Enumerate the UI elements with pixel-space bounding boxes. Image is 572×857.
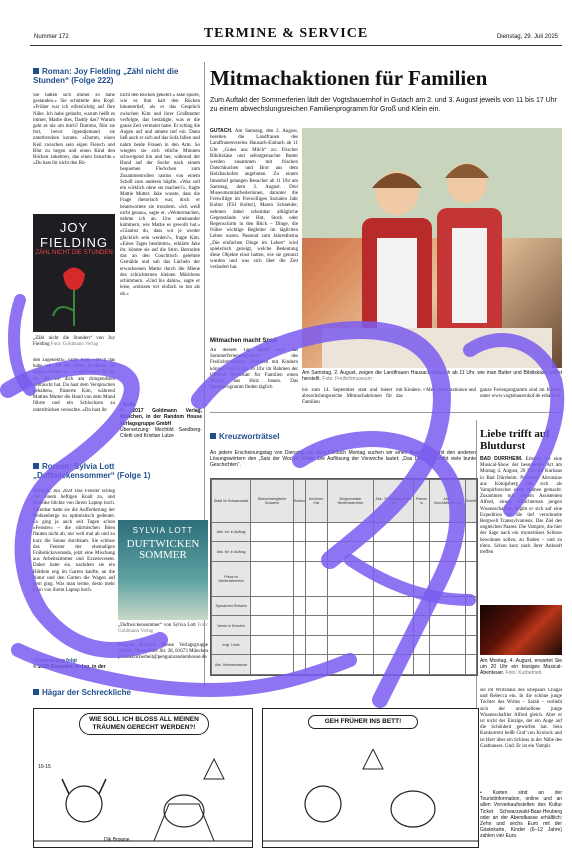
main-article-title: Mitmachaktionen für Familien (210, 66, 488, 90)
crossword-grid[interactable] (210, 478, 478, 676)
crossword-cell[interactable] (251, 596, 294, 616)
crossword-cell[interactable] (466, 616, 477, 636)
tulip-illustration (33, 256, 115, 336)
speech-bubble: GEH FRÜHER INS BETT! (308, 715, 418, 729)
crossword-clue: Bürgermeister Niederösterreich (327, 480, 373, 523)
crossword-clue: Spanischer Rotwein (212, 596, 251, 616)
crossword-cell[interactable] (414, 635, 430, 655)
novel1-credits: • Ende © 2017 Goldmann Verlag, München, in der Random House Verlagsgruppe GmbH Übersetzung: Mechtild Sandberg-Ciletti und Kristian Lutze (120, 402, 202, 440)
crossword-cell[interactable] (327, 616, 373, 636)
novel2-footer: • Fortsetzung folgt © 2025 Blanvalet Verlag, in der (33, 658, 106, 671)
blutdurst-tickets: • Karten sind an der Touristinformation, online und an allen Vorverkaufsstellen des Kultur Ticket Schwarzwald-Baar-Heuberg oder an der Abendkasse erhältlich: Zehn und sechs Euro mit der Gästekarte, Kinder (6–12 Jahre) zahlen vier Euro. (480, 790, 562, 840)
crossword-cell[interactable] (466, 561, 477, 596)
book-title: ZÄHL NICHT DIE STUNDEN (35, 250, 113, 256)
crossword-cell[interactable] (251, 542, 294, 562)
crossword-cell[interactable] (429, 596, 465, 616)
crossword-clue: Überschwinglicher Schwenn (251, 480, 294, 523)
main-article-bottom-mid: bis zum 14. September statt und bietet abwechslungsreiche Mitmachaktionen für Familien (302, 388, 392, 406)
crossword-clue: Prima im Niederösterreich (212, 561, 251, 596)
novel1-book-caption: „Zähl nicht die Stunden“ von Joy Fielding Foto: Goldmann Verlag (33, 336, 115, 348)
crossword-cell[interactable] (293, 522, 305, 542)
crossword-cell[interactable] (293, 596, 305, 616)
novel1-text-col2: nicht den Rücken gekehrt.« Jake spürte, wie es ihm kalt den Rücken hinunterlief, als er das Gespräch zwischen Kim und ihrer Großmutter verfolgte, das bestätigte, was er die ganze Zeit vermutet hatte. Er schlug die Augen auf und atmete tief ein. Dann ließ auch er sich auf das Sofa fallen und nahm beide Frauen in den Arm. So wiegten sie sich etliche Minuten schweigend hin und her, während der Hund auf der Suche nach einem bequemen Fleckchen zum Zusammenrollen rastlos von einem Schoß zum anderen hüpfte. »Was soll ein wirklich ohne sie machen?«, fragte Mattie Mutter. Jake wusste, dass die Frage rhetorisch war, doch er beantwortete sie trotzdem. »Ich weiß nicht genau«, sagte er. »Weitermachen, nehme ich an. Uns umeinander kümmern, wie Mattie es gewollt hat.« »Glaubst du, dass wir je wieder glücklich sein werden?«, fragte Kim. »Eines Tages bestimmt«, erklärte Jake ihr, könnte sie auf die Stirn. Betrachte das an den Couchtisch gelehnte Gemälde und sah das Lächeln der erwachsenen Mattie durch die Miene des schüchternen kleinen Mädchens schimmern. »Und bis dahin«, sagte er leise, »müssen wir einfach so tun als ob.« (120, 93, 200, 297)
crossword-clue: Schrift (466, 480, 477, 523)
crossword-cell[interactable] (293, 542, 305, 562)
crossword-cell[interactable] (429, 635, 465, 655)
blutdurst-body2: sie im Wirtshaus des Ehepaars Chagal und Rebecca ein. In die schöne junge Tochter des Wirtes – Sarah – verliebt sich der unbeholfene junge Wissenschaftler Alfred gleich. Aber er ist nicht der Einzige, der ein Auge auf die Schönheit geworfen hat. Sein Konkurrent heißt Graf von Krolock und ist Herr über ein Schloss in der Nähe des Gasthauses. Und: Er ist ein Vampir. (480, 688, 562, 749)
crossword-cell[interactable] (374, 655, 414, 675)
crossword-cell[interactable] (305, 616, 327, 636)
crossword-cell[interactable] (251, 635, 294, 655)
crossword-cell[interactable] (305, 522, 327, 542)
crossword-cell[interactable] (429, 522, 465, 542)
crossword-cell[interactable] (327, 522, 373, 542)
crossword-cell[interactable] (327, 596, 373, 616)
header-rule (30, 45, 562, 46)
crossword-cell[interactable] (429, 561, 465, 596)
crossword-cell[interactable] (374, 561, 414, 596)
main-article-bottom-mid2: mit Kindern. • Mehr Informationen und das (396, 388, 476, 400)
issue-number: Nummer 172 (34, 34, 69, 40)
section-title: TERMINE & SERVICE (203, 26, 369, 41)
blutdurst-caption: Am Montag, 4. August, erwartet Sie um 20 Uhr ein bissiges Musical-Abenteuer. Foto: Kurbetrieb (480, 658, 562, 677)
crossword-clue: Abk.: Fernkrankenhaus für (374, 480, 414, 523)
main-article-subhead: Mitmachen macht Spaß (210, 338, 278, 344)
book-title: DUFTWICKEN SOMMER (126, 538, 200, 561)
crossword-cell[interactable] (293, 635, 305, 655)
crossword-cell[interactable] (429, 542, 465, 562)
crossword-clue: Kanton (293, 480, 305, 523)
crossword-cell[interactable] (305, 596, 327, 616)
crossword-cell[interactable] (327, 655, 373, 675)
comic-panel-1 (33, 708, 253, 848)
crossword-cell[interactable] (251, 522, 294, 542)
main-article-body2: An diesem Tag startet auch das Sommerferienprogramm des Freilichtmuseums. Familien mit Kindern können von 11 bis 16 Uhr im Rahmen der Offenen Werkstatt für Familien einen Wurzel aus Holz bauen. Das Ferienprogramm finden täglich (210, 348, 298, 391)
crossword-cell[interactable] (414, 655, 430, 675)
landfrauen-photo (302, 128, 562, 368)
novel2-publisher: Penguin Random House Verlagsgruppe GmbH, Neumarkter Str. 28, 81673 München produktsicherheit@penguinrandomhouse.de (118, 643, 208, 661)
main-article-lead: Zum Auftakt der Sommerferien lädt der Vogtsbauernhof in Gutach am 2. und 3. August jeweils von 11 bis 17 Uhr zu einem abwechslungsreichen Familienprogramm für Groß und Klein ein. (210, 97, 557, 113)
crossword-cell[interactable] (374, 522, 414, 542)
crossword-cell[interactable] (414, 616, 430, 636)
crossword-cell[interactable] (293, 655, 305, 675)
crossword-clue: Kurzform: Kiel (305, 480, 327, 523)
crossword-cell[interactable] (414, 596, 430, 616)
crossword-clue: Abk. für: in Auftrag (212, 522, 251, 542)
crossword-cell[interactable] (327, 542, 373, 562)
book-author: JOY FIELDING (40, 220, 108, 250)
novel2-heading: Roman: Sylvia Lott „Duftwickensommer“ (Folge 1) (33, 462, 151, 480)
divider (210, 412, 562, 413)
novel2-text: Borkum, Juli 2024 Das Fenster schlug mit einem heftigen Knall zu, und Mareike blickte von ihrem Laptop hoch. Offenbar hatte sie die Aufforderung der Wolkenberge zu optimistisch gedeutet. Es ging ja auch seit Tagen schon »Fenster« – die stürmischen Böen flauten nicht ab, nur weil mal ab und zu kurz die Sonne durchkam. Sie schloss das Fenster der ehemaligen Frühstücksveranda, jetzt eine Mischung aus Arbeitszimmer und Exzessvesent. Daher hatte sie, nachdem sie ein Hüttlein eng im Garten kaufte, an die Natur und den Garten die Wagen auf dem ging. Was man lernte, desto mehr kann von ihrem Laptop hoch. (33, 489, 115, 594)
novel1-text-lower: den zugekehrt«, sagte Kim. »Doch das habe ich. All die Jahre, in denen sie aufgewachsen ist – « »Du warst für sie da, als sie dich am dringendsten gebraucht hat. Du hast dem Verspruchen gehalten«, flüsterte Kim, während Matties Mutter die Hand von dem Mund führte und ein Schluchzen zu unterdrücken versuchte. »Du hast ihr (33, 358, 115, 413)
crossword-cell[interactable] (305, 655, 327, 675)
comic-date: 10-15 (38, 764, 51, 770)
musical-photo (480, 605, 562, 655)
crossword-cell[interactable] (466, 655, 477, 675)
crossword-cell[interactable] (414, 542, 430, 562)
crossword-cell[interactable] (466, 522, 477, 542)
speech-bubble: WIE SOLL ICH BLOSS ALL MEINEN TRÄUMEN GERECHT WERDEN?! (79, 713, 209, 735)
main-article-body: GUTACH. Am Samstag, den 2. August, bereiten die Landfrauen des Landfrauenvereins Hausach-Einbach ab 11 Uhr „Gutes aus Milch“ zu: Frischer Bibiliskäse und selbstgemachte Butter werden zusammen mit frischen Datschkuchen und Brot aus dem Holzbackofen angeboten. Zu einem Innenhof gelangen Besucher ab 11 Uhr am Samstag, dem 3. August. Drei Museumsmitarbeiterinnen, darunter die Freiwillige im Freiwilligen Sozialen Jahr Kultur (FSJ Kultur), Maren Schneider, nehmen dabei scheinbar alltägliche Gegenstände wie Hut, Stock oder Regenschirm in den Blick – Dinge, die früher wichtige Begleiter im täglichen Leben waren. Passend zum Jahresthema „Die einfachen Dinge im Leben“ wird spielerisch gezeigt, welche Bedeutung diese Objekte einst hatten, wie sie genutzt wurden und was sich über die Zeit verändert hat. (210, 128, 298, 271)
main-article-bottom-right: ganze Ferienprogramm sind im Internet unter www.vogtsbauernhof.de erhältlich. (480, 388, 562, 400)
crossword-cell[interactable] (305, 542, 327, 562)
crossword-cell[interactable] (251, 616, 294, 636)
crossword-clue: engl. Liebe (212, 635, 251, 655)
crossword-cell[interactable] (466, 542, 477, 562)
crossword-cell[interactable] (414, 522, 430, 542)
crossword-cell[interactable] (293, 616, 305, 636)
crossword-cell[interactable] (305, 635, 327, 655)
crossword-heading: Kreuzworträtsel (210, 432, 279, 441)
two-women-illustration (302, 128, 562, 368)
blutdurst-body: BAD DÜRRHEIM. Erleben Sie eine Musical-Show der besonderen Art am Montag 4. August, 20 Uhr, im Kurhaus in Bad Dürrheim. Professor Abronsius aus Königsberg hat sich als Vampirforscher einen Namen gemacht. Zusammen mit seinem Assistenten Alfred, einem schüchternen jungen Wissenschaftler, begibt er sich auf eine Expedition in die tief verschneite Bergwelt Transsylvaniens. Das Ziel des ungleichen Paares: Die Vampire, die hier der Sage nach ein mysteriöses Schloss bewohnen sollen, zu finden – und zu töten. Schon kurz nach ihrer Ankunft treffen (480, 456, 562, 556)
novel2-book-cover (118, 520, 208, 620)
novel2-caption: „Duftwickensommer“ von Sylvia Lott Foto: Goldmann Verlag (118, 623, 208, 635)
viking-drawing (34, 749, 252, 847)
novel1-text-col1: Sie hatten sich immer so nahe gestanden.« Sie schüttelte den Kopf. »Früher war ich eifersüchtig auf Ihre Nähe. Ich habe gedacht, warum heißt es immer, Mattie dies, Daddy das? Warum geht es nie um mich? Dummo, führ sie fort, bevor irgendjemand sie unterbrechen konnte. »Dumm, einen Keil zwischen sein eigen Fleisch und Blut zu begen und einen Kind den Rücken zukehren, das einen brauchte.« «Du hast ihr nicht den Rü- (33, 93, 115, 167)
crossword-cell[interactable] (305, 561, 327, 596)
comic-panel-2 (262, 708, 479, 848)
crossword-clue: Abk.: Geschäftsführung (429, 480, 465, 523)
crossword-clue: Verein in Dresden (212, 616, 251, 636)
crossword-cell[interactable] (327, 635, 373, 655)
comic-heading: Hägar der Schreckliche (33, 688, 131, 697)
crossword-cell[interactable] (251, 561, 294, 596)
crossword-cell[interactable] (327, 561, 373, 596)
crossword-cell[interactable] (466, 596, 477, 616)
viking-drawing (263, 749, 478, 847)
novel1-heading: Roman: Joy Fielding „Zähl nicht die Stunden“ (Folge 222) (33, 67, 179, 85)
crossword-clue: Stadt im Schwarzwald (212, 480, 251, 523)
crossword-clue: Abk. für: in Auftrag (212, 542, 251, 562)
crossword-intro: An jedem Erscheinungstag von Dienstag bis einschließlich Montag suchen wir einen Begriff, der mit den anderen Lösungswörtern den „Satz der Woche“ bildet. Die Auflösung der Vorwoche lautet: „Das Leben schreibt viele bunte Geschichten“. (210, 450, 476, 469)
crossword-cell[interactable] (374, 596, 414, 616)
comic-signature: Dik Browne (104, 837, 130, 843)
crossword-cell[interactable] (429, 655, 465, 675)
book-author: SYLVIA LOTT (132, 526, 194, 535)
blutdurst-heading: Liebe trifft auf Blutdurst (480, 428, 550, 452)
crossword-clue: Abk. Heimatmuseum (212, 655, 251, 675)
crossword-cell[interactable] (293, 561, 305, 596)
issue-date: Dienstag, 29. Juli 2025 (496, 34, 558, 40)
crossword-clue: Partner in (414, 480, 430, 523)
crossword-cell[interactable] (251, 655, 294, 675)
crossword-cell[interactable] (466, 635, 477, 655)
novel1-book-cover (33, 214, 115, 332)
crossword-cell[interactable] (374, 542, 414, 562)
crossword-cell[interactable] (414, 561, 430, 596)
crossword-cell[interactable] (429, 616, 465, 636)
crossword-cell[interactable] (374, 616, 414, 636)
photo-caption: Am Samstag, 2. August, zeigen die Landfrauen Hausach-Einbach ab 11 Uhr, wie man Butter und Bibiliskäse selbst herstellt. Foto: Freilichtmuseum (302, 370, 562, 383)
crossword-cell[interactable] (374, 635, 414, 655)
